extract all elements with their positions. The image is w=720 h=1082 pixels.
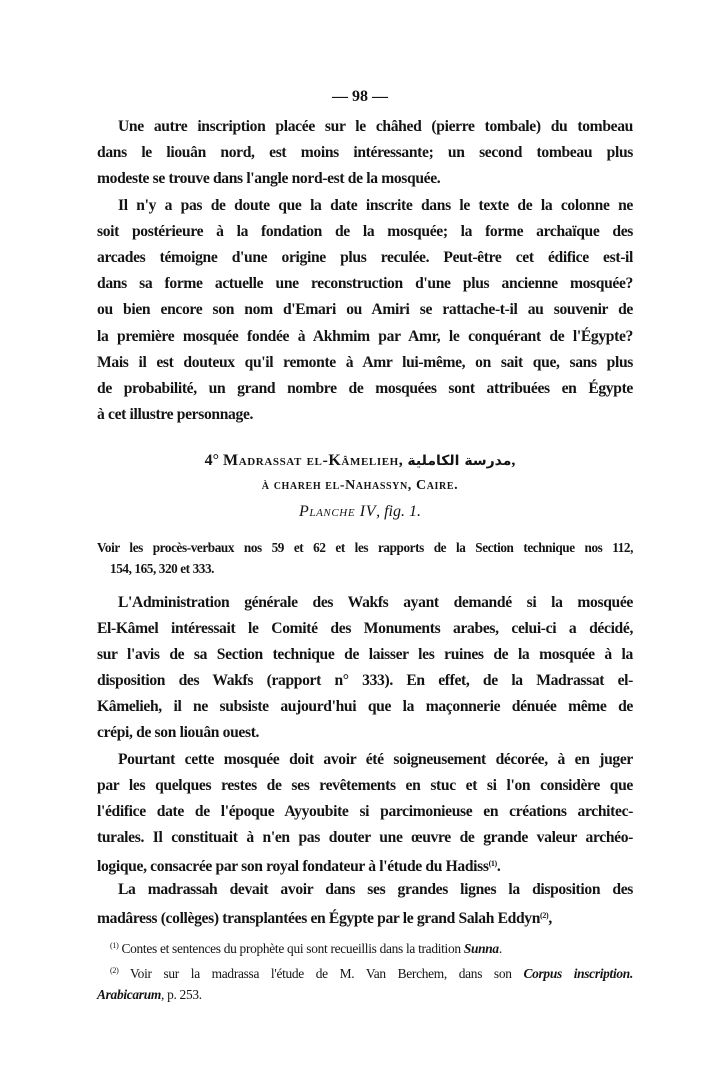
section-title: Madrassat el-Kâmelieh, xyxy=(223,452,404,469)
footnote-continuation xyxy=(97,986,202,1004)
plate-label: Planche IV xyxy=(299,503,377,520)
section-title-line xyxy=(0,452,720,470)
text-line: sur l'avis de sa Section technique de laisser les ruines de la mosquée à la xyxy=(97,646,633,663)
punctuation: , xyxy=(511,452,516,469)
text-line: Une autre inscription placée sur le châhed (pierre tombale) du tombeau xyxy=(118,118,633,135)
text-line: crépi, de son liouân ouest. xyxy=(97,724,260,741)
text-line: L'Administration générale des Wakfs ayant demandé si la mosquée xyxy=(118,594,633,611)
footnote-italic: Sunna xyxy=(463,941,499,956)
text-line: soit postérieure à la fondation de la mosquée; la forme archaïque des xyxy=(97,223,633,240)
plate-figure: , fig. 1. xyxy=(376,503,421,520)
punctuation: . xyxy=(496,858,501,875)
text-line: par les quelques restes de ses revêtements en stuc et si l'on considère que xyxy=(97,777,633,794)
plate-reference xyxy=(0,503,720,521)
section-location: à chareh el-Nahassyn, Caire. xyxy=(261,478,459,493)
footnote xyxy=(110,962,633,983)
text-line: Mais il est douteux qu'il remonte à Amr lui-même, on sait que, sans plus xyxy=(97,354,633,371)
punctuation: , xyxy=(548,910,552,927)
footnote-text: Contes et sentences du prophète qui sont recueillis dans la tradition xyxy=(121,941,461,956)
text-line xyxy=(97,854,633,877)
section-number: 4° xyxy=(204,452,219,469)
text-line: l'édifice date de l'époque Ayyoubite si parcimonieuse en créations architec- xyxy=(97,803,633,820)
text-line: Il n'y a pas de doute que la date inscrite dans le texte de la colonne ne xyxy=(118,197,633,214)
text-line: la première mosquée fondée à Akhmim par Amr, le conquérant de l'Égypte? xyxy=(97,328,633,345)
text-line: de probabilité, un grand nombre de mosquées sont attribuées en Égypte xyxy=(97,380,633,397)
text-line: Pourtant cette mosquée doit avoir été soigneusement décorée, à en juger xyxy=(118,751,633,768)
text-line: modeste se trouve dans l'angle nord-est de la mosquée. xyxy=(97,170,441,187)
text-line: ou bien encore son nom d'Emari ou Amiri se rattache-t-il au souvenir de xyxy=(97,301,633,318)
footnote-marker: (1) xyxy=(110,941,119,950)
footnote xyxy=(110,937,502,958)
section-title-arabic: مدرسة الكاملية xyxy=(407,453,512,469)
footnote-text: Voir sur la madrassa l'étude de M. Van Berchem, dans son xyxy=(130,966,512,981)
text-line: La madrassah devait avoir dans ses grandes lignes la disposition des xyxy=(118,881,633,898)
footnote-marker: (2) xyxy=(110,966,119,975)
footnote-ref[interactable]: (1) xyxy=(488,859,497,868)
footnote-italic: Corpus inscription. xyxy=(523,966,633,981)
footnote-ref[interactable]: (2) xyxy=(540,911,549,920)
text-segment: madâress (collèges) transplantées en Égypte par le grand Salah Eddyn xyxy=(97,910,541,927)
text-line: arcades témoigne d'une origine plus reculée. Peut-être cet édifice est-il xyxy=(97,249,633,266)
page-number: — 98 — xyxy=(332,88,388,105)
note-line: 154, 165, 320 et 333. xyxy=(110,561,215,576)
text-line: disposition des Wakfs (rapport n° 333). En effet, de la Madrassat el- xyxy=(97,672,633,689)
footnote-italic: Arabicarum xyxy=(97,987,161,1002)
text-line: Kâmelieh, il ne subsiste aujourd'hui que la maçonnerie dénuée même de xyxy=(97,698,633,715)
text-line: El-Kâmel intéressait le Comité des Monuments arabes, celui-ci a décidé, xyxy=(97,620,633,637)
text-line: turales. Il constituait à n'en pas douter une œuvre de grande valeur archéo- xyxy=(97,829,633,846)
text-line: dans sa forme actuelle une reconstruction d'une plus ancienne mosquée? xyxy=(97,275,633,292)
text-segment: logique, consacrée par son royal fondateur à l'étude du Hadiss xyxy=(97,858,489,875)
note-line: Voir les procès-verbaux nos 59 et 62 et les rapports de la Section technique nos 112, xyxy=(97,540,633,555)
text-line xyxy=(97,906,633,929)
footnote-text: , p. 253. xyxy=(160,987,202,1002)
text-line: dans le liouân nord, est moins intéressante; un second tombeau plus xyxy=(97,144,633,161)
punctuation: . xyxy=(498,941,502,956)
text-line: à cet illustre personnage. xyxy=(97,406,254,423)
